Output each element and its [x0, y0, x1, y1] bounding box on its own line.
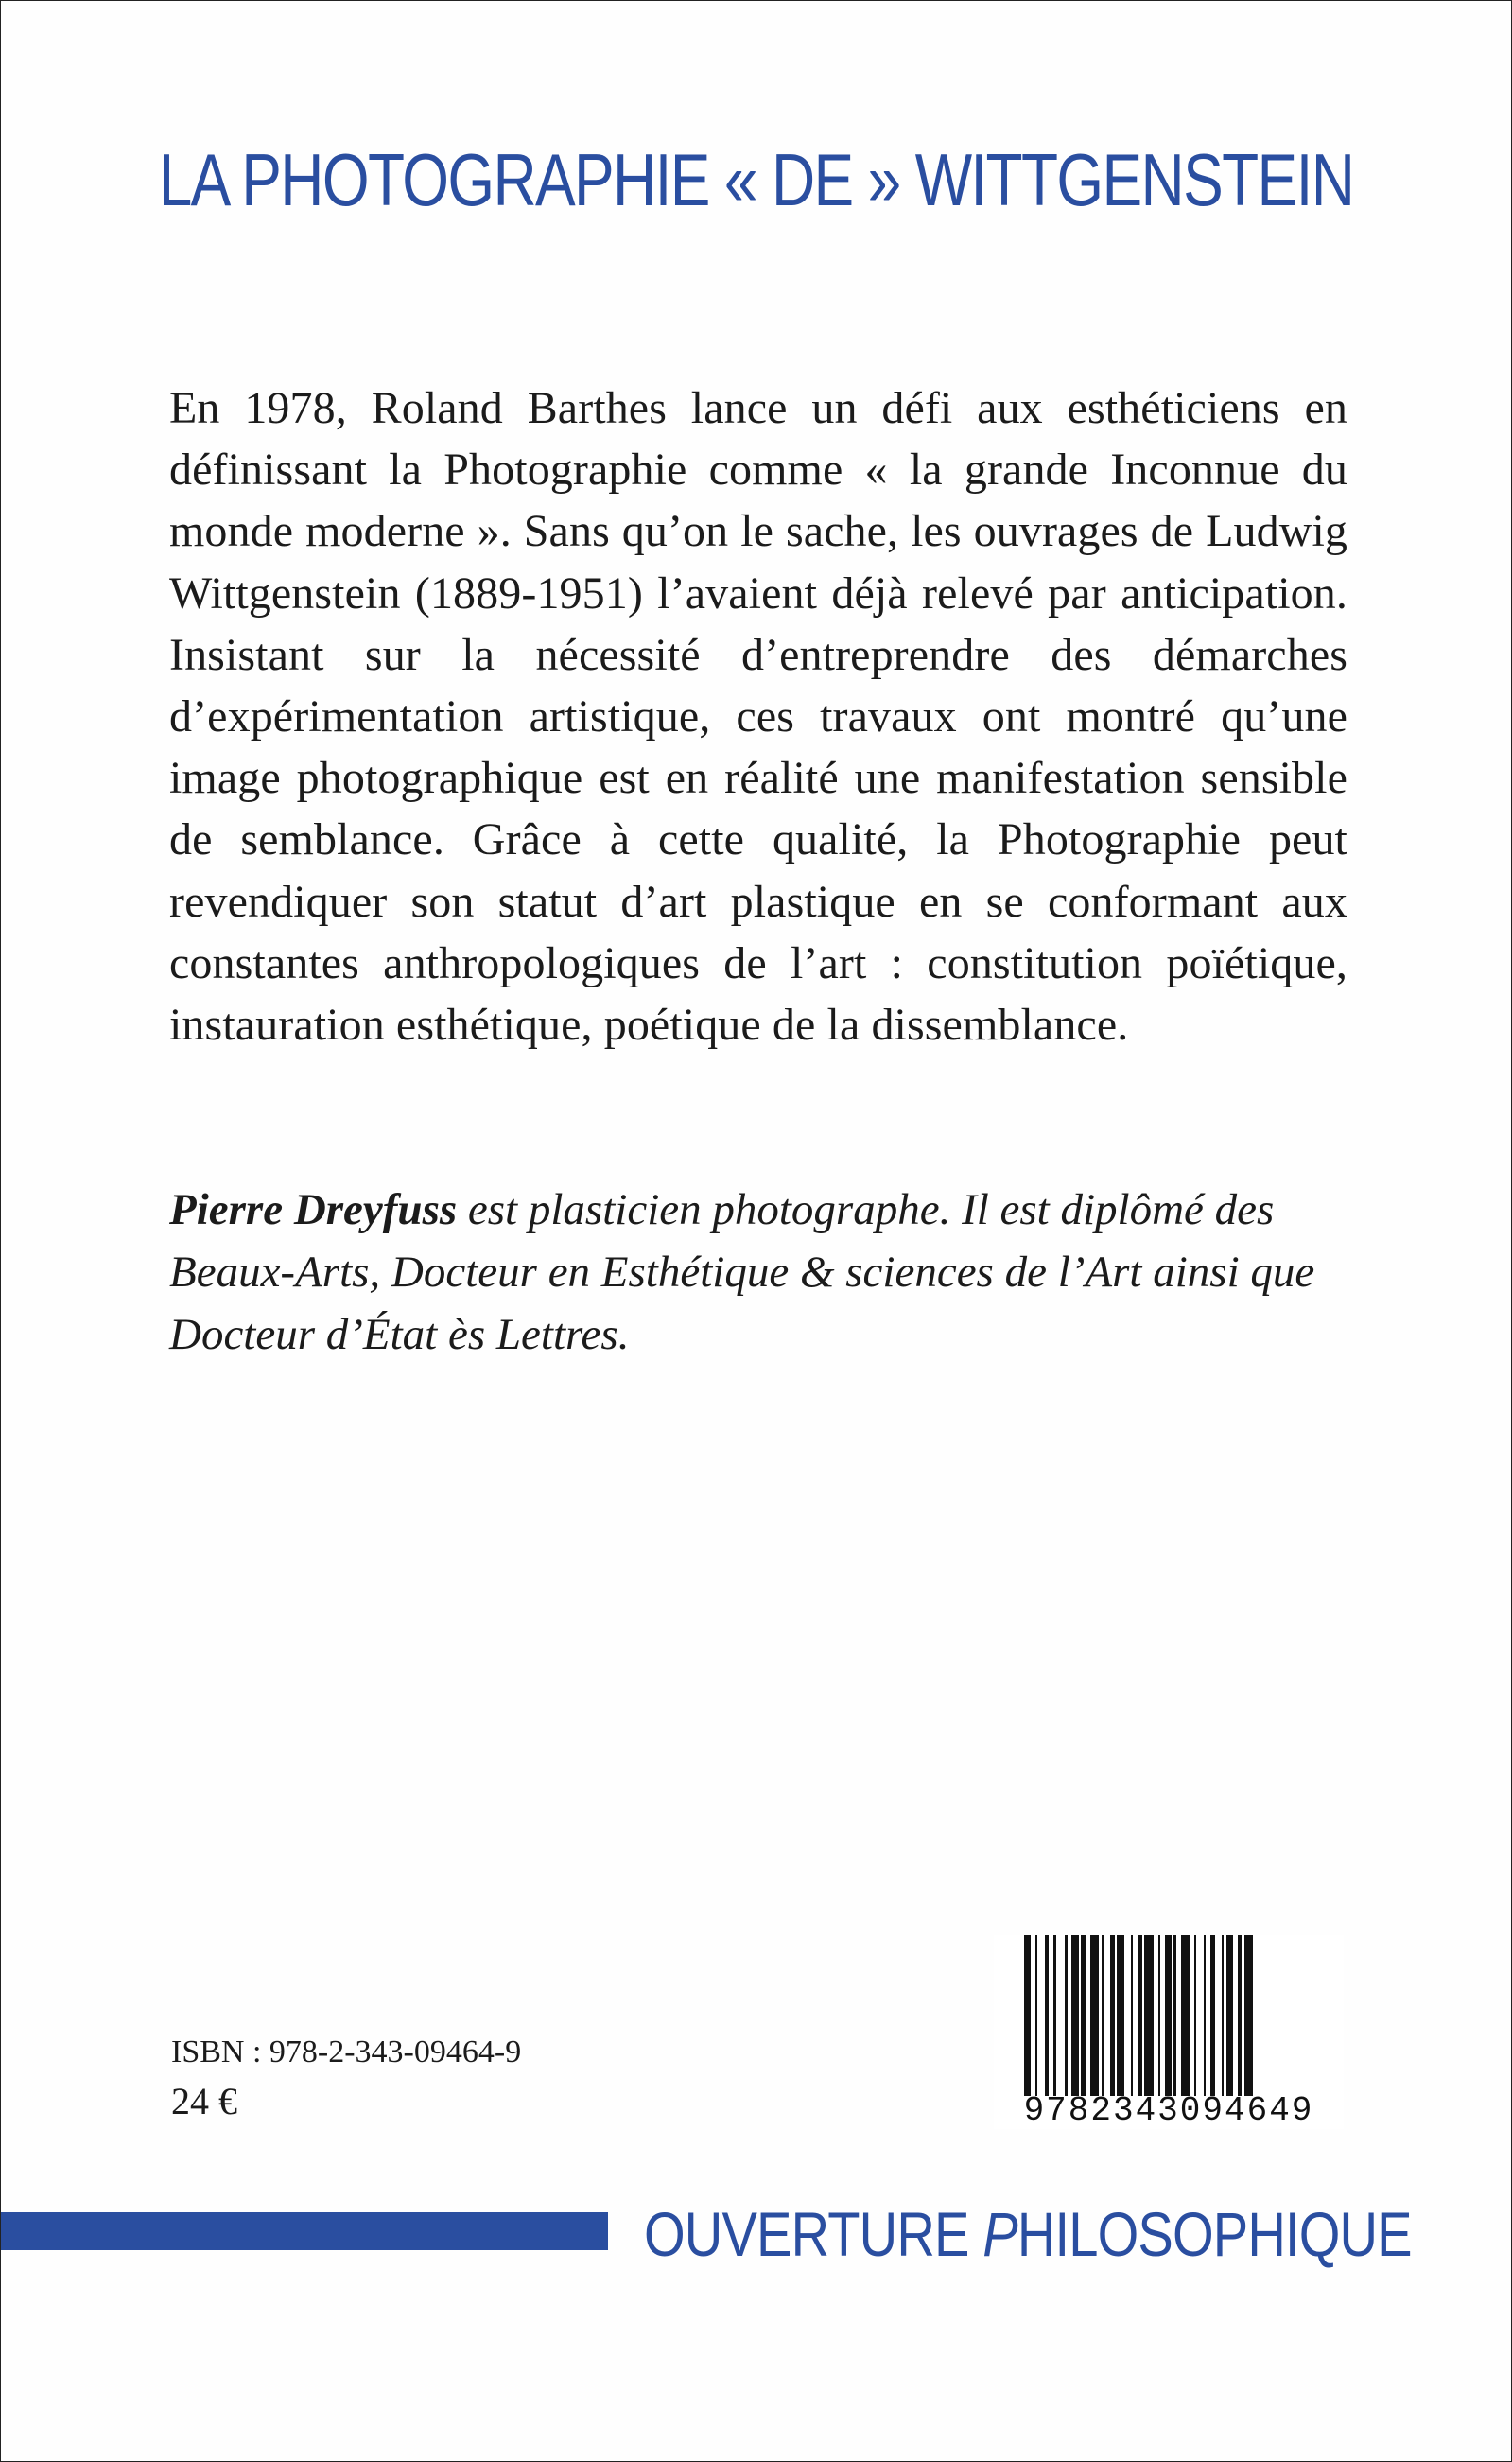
barcode-bar [1165, 1935, 1172, 2096]
barcode-bar [1138, 1935, 1142, 2096]
barcode-bar [1173, 1935, 1175, 2096]
barcode-bar [1117, 1935, 1123, 2096]
price-label: 24 € [171, 2080, 237, 2122]
barcode-bar [1222, 1935, 1224, 2096]
barcode-bar [1090, 1935, 1100, 2096]
collection-first-word: OUVERTURE [644, 2199, 983, 2269]
collection-rest: HILOSOPHIQUE [1017, 2199, 1412, 2269]
barcode-bar [1194, 1935, 1196, 2096]
barcode-bar [1244, 1935, 1254, 2096]
barcode-bars [1024, 1935, 1325, 2105]
barcode-bar [1024, 1935, 1031, 2096]
book-title: LA PHOTOGRAPHIE « DE » WITTGENSTEIN [158, 138, 1354, 221]
barcode-bar [1226, 1935, 1233, 2096]
collection-name [644, 2198, 1412, 2270]
author-name: Pierre Dreyfuss [169, 1185, 458, 1234]
barcode-bar [1045, 1935, 1050, 2096]
author-bio [169, 1179, 1361, 1366]
barcode-bar [1110, 1935, 1115, 2096]
barcode-bar [1181, 1935, 1190, 2096]
barcode-bar [1071, 1935, 1078, 2096]
barcode-bar [1144, 1935, 1154, 2096]
barcode-bar [1158, 1935, 1160, 2096]
author-description: est plasticien photographe. Il est diplômé des Beaux-Arts, Docteur en Esthétique & sciences de l’Art ainsi que Docteur d’État ès Lettres. [169, 1185, 1315, 1359]
collection-band [1, 2212, 608, 2250]
summary-text: En 1978, Roland Barthes lance un défi aux esthéticiens en définissant la Photographie comme « la grande Inconnue du monde moderne ». Sans qu’on le sache, les ouvrages de Ludwig Wittgenstein (1889-1951) l’avaient déjà relevé par anticipation. Insistant sur la nécessité d’entreprendre des démarches d’expérimentation artistique, ces travaux ont montré qu’une image photographique est en réalité une manifestation sensible de semblance. Grâce à cette qualité, la Photographie peut revendiquer son statut d’art plastique en se conformant aux constantes anthropologiques de l’art : constitution poïétique, instauration esthétique, poétique de la dissemblance. [169, 383, 1347, 1051]
barcode-bar [1065, 1935, 1067, 2096]
barcode-bar [1053, 1935, 1055, 2096]
barcode-digits: 9782343094649 [1023, 2091, 1314, 2130]
isbn-label: ISBN : 978-2-343-09464-9 [171, 2034, 522, 2069]
barcode-bar [1238, 1935, 1243, 2096]
barcode [994, 1935, 1344, 2129]
barcode-bar [1035, 1935, 1037, 2096]
barcode-bar [1204, 1935, 1206, 2096]
collection-initial: P [982, 2199, 1017, 2269]
barcode-bar [1081, 1935, 1086, 2096]
barcode-bar [1210, 1935, 1215, 2096]
barcode-bar [1131, 1935, 1133, 2096]
barcode-bar [1102, 1935, 1104, 2096]
